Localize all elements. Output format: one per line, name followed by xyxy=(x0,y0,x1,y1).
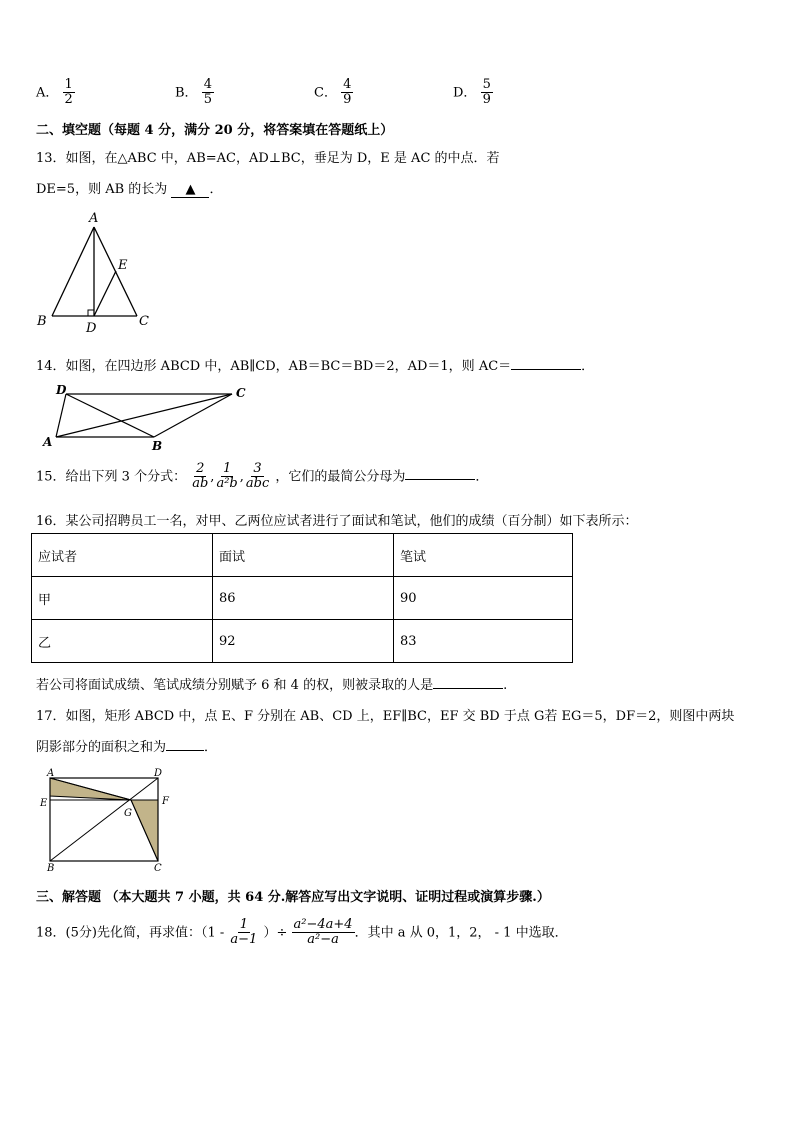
denominator: 9 xyxy=(343,92,352,108)
numerator: 1 xyxy=(239,917,248,932)
numerator: 1 xyxy=(64,77,73,92)
label-d: D xyxy=(86,321,97,336)
q13-line2-post: ． xyxy=(209,182,223,197)
denominator: abc xyxy=(245,476,270,492)
table-header-row xyxy=(32,534,573,577)
table-cell: 90 xyxy=(394,577,573,620)
q15-post: ，它们的最简公分母为 xyxy=(275,469,406,485)
label-e: E xyxy=(118,258,128,273)
q13-line1: 13．如图，在△ABC 中，AB=AC，AD⊥BC，垂足为 D，E 是 AC 的中点．若 xyxy=(36,151,500,166)
q16-after-end: . xyxy=(503,678,508,693)
table-cell: 乙 xyxy=(32,620,213,663)
label-d: D xyxy=(56,383,67,397)
q18-mid: ）÷ xyxy=(263,925,288,941)
option-letter: B． xyxy=(175,85,198,101)
label-a: A xyxy=(43,435,53,449)
label-b: B xyxy=(37,314,47,329)
label-g: G xyxy=(124,808,132,819)
q18-pre: 18．(5分)先化简，再求值：（1 - xyxy=(36,925,225,941)
q18-text xyxy=(36,918,568,948)
q17-line2 xyxy=(36,736,217,755)
q14-text xyxy=(36,355,594,374)
q17-rectangle-diagram xyxy=(38,766,178,874)
q13-triangle-diagram xyxy=(34,208,164,338)
table-header-cell: 应试者 xyxy=(32,534,213,577)
q17-line1: 17．如图，矩形 ABCD 中，点 E、F 分别在 AB、CD 上，EF∥BC，EF 交 BD 于点 G若 EG＝5，DF＝2，则图中两块 xyxy=(36,709,735,724)
numerator: 4 xyxy=(343,77,352,92)
side-bc xyxy=(154,394,232,437)
denominator: a²−a xyxy=(307,932,339,948)
q15-answer-blank xyxy=(405,467,475,480)
q15-pre: 15．给出下列 3 个分式： xyxy=(36,469,187,485)
q15-fraction-2 xyxy=(214,462,239,492)
label-c: C xyxy=(154,863,162,874)
numerator: 1 xyxy=(222,461,232,476)
diagonal-ac xyxy=(56,394,232,437)
table-cell: 86 xyxy=(213,577,394,620)
right-angle-mark xyxy=(88,310,94,316)
option-fraction xyxy=(63,78,75,108)
numerator: a²−4a+4 xyxy=(293,917,353,932)
table-row xyxy=(32,577,573,620)
denominator: 5 xyxy=(203,92,212,108)
q15-end: ． xyxy=(475,469,489,485)
separator: , xyxy=(239,469,244,485)
label-b: B xyxy=(47,863,55,874)
label-c: C xyxy=(236,386,246,400)
table-header-cell: 笔试 xyxy=(394,534,573,577)
section3-title: 三、解答题 （本大题共 7 小题，共 64 分.解答应写出文字说明、证明过程或演算步骤.） xyxy=(36,890,550,905)
section2-title: 二、填空题（每题 4 分，满分 20 分，将答案填在答题纸上） xyxy=(36,123,394,138)
numerator: 5 xyxy=(482,77,491,92)
denominator: a²b xyxy=(216,476,238,492)
answer-triangle-icon: ▲ xyxy=(185,182,196,197)
q18-fraction-1 xyxy=(228,918,259,948)
q18-post: ．其中 a 从 0，1，2， - 1 中选取． xyxy=(354,925,568,941)
q17-line2-text: 阴影部分的面积之和为 xyxy=(36,740,167,755)
table-cell: 83 xyxy=(394,620,573,663)
table-cell: 92 xyxy=(213,620,394,663)
option-fraction xyxy=(341,78,353,108)
segment-de xyxy=(94,271,116,316)
q15-fraction-1 xyxy=(190,462,210,492)
side-ad xyxy=(56,394,66,437)
label-e: E xyxy=(40,798,48,809)
q12-option-c xyxy=(314,78,353,108)
q16-score-table xyxy=(31,533,573,663)
q16-after-text: 若公司将面试成绩、笔试成绩分别赋予 6 和 4 的权，则被录取的人是 xyxy=(36,678,434,693)
numerator: 2 xyxy=(196,461,205,476)
label-d: D xyxy=(154,768,163,779)
option-letter: C． xyxy=(314,85,337,101)
q14-answer-blank xyxy=(511,357,581,370)
q16-answer-blank xyxy=(433,676,503,689)
option-letter: D． xyxy=(453,85,477,101)
table-row xyxy=(32,620,573,663)
denominator: ab xyxy=(192,476,209,492)
denominator: 2 xyxy=(64,92,73,108)
q16-after xyxy=(36,674,507,693)
q16-text: 16．某公司招聘员工一名，对甲、乙两位应试者进行了面试和笔试，他们的成绩（百分制）如下表所示： xyxy=(36,514,638,529)
option-letter: A． xyxy=(36,85,59,101)
q13-answer-blank xyxy=(171,182,209,198)
option-fraction xyxy=(202,78,214,108)
label-a: A xyxy=(89,211,99,226)
label-a: A xyxy=(47,768,55,779)
label-c: C xyxy=(139,314,149,329)
q12-option-d xyxy=(453,78,493,108)
q15-fraction-3 xyxy=(244,462,271,492)
q14-quadrilateral-diagram xyxy=(36,382,256,454)
q17-line2-end: ． xyxy=(204,740,218,755)
numerator: 3 xyxy=(253,461,262,476)
label-f: F xyxy=(162,796,169,807)
table-header-cell: 面试 xyxy=(213,534,394,577)
diagonal-bd xyxy=(66,394,154,437)
separator: , xyxy=(210,469,215,485)
q12-option-b xyxy=(175,78,214,108)
numerator: 4 xyxy=(203,77,212,92)
label-b: B xyxy=(152,439,163,453)
q15-text xyxy=(36,462,488,492)
denominator: a−1 xyxy=(230,932,258,948)
table-cell: 甲 xyxy=(32,577,213,620)
side-ab xyxy=(52,227,94,316)
q14-question: 14．如图，在四边形 ABCD 中，AB∥CD，AB＝BC＝BD＝2，AD＝1，则 AC＝ xyxy=(36,359,512,374)
q17-answer-blank xyxy=(166,738,204,751)
denominator: 9 xyxy=(482,92,491,108)
q18-fraction-2 xyxy=(292,918,355,948)
q14-end: ． xyxy=(581,359,595,374)
q13-line2 xyxy=(36,178,222,198)
q13-line2-pre: DE=5，则 AB 的长为 xyxy=(36,182,168,197)
q12-option-a xyxy=(36,78,75,108)
option-fraction xyxy=(481,78,493,108)
